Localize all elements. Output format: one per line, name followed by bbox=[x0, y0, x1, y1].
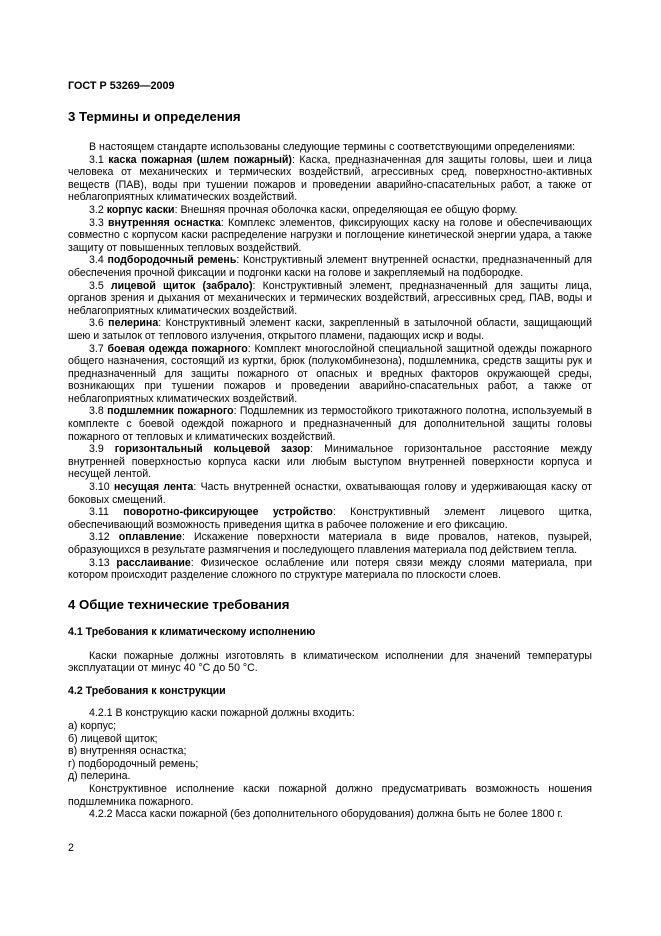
term-definition bbox=[68, 154, 592, 204]
term-text: : Комплекс элементов, фиксирующих каску на голове и обеспечивающих совместно с корпусом каски распределение нагрузки и поглощение кинетической энергии удара, а также защиту от повышенных тепловых воздействий. bbox=[68, 216, 592, 254]
term-definition bbox=[68, 557, 592, 582]
term-number: 3.3 bbox=[89, 216, 104, 229]
term-name: расслаивание bbox=[116, 556, 191, 569]
term-number: 3.6 bbox=[89, 317, 104, 330]
term-number: 3.5 bbox=[89, 279, 104, 292]
term-name: пелерина bbox=[108, 317, 159, 330]
term-text: : Подшлемник из термостойкого трикотажного полотна, используемый в комплекте с боевой одеждой пожарного и предназначенный для дополнительной защиты головы пожарного от тепловых и климатических воздействий. bbox=[68, 405, 592, 443]
term-number: 3.8 bbox=[89, 405, 104, 418]
list-item: в) внутренняя оснастка; bbox=[68, 745, 187, 758]
term-definition bbox=[68, 204, 592, 217]
term-text: : Комплект многослойной специальной защитной одежды пожарного общего назначения, состоящий из куртки, брюк (полукомбинезона), подшлемника, средств защиты рук и предназначенный для защиты пожарного от опасных и вредных факторов окружающей среды, возникающих при тушении пожаров и проведении аварийно-спасательных работ, а также от неблагоприятных климатических воздействий. bbox=[68, 342, 592, 405]
term-number: 3.2 bbox=[89, 203, 104, 216]
subsection-4-1-text: Каски пожарные должны изготовлять в климатическом исполнении для значений температуры эксплуатации от минус 40 °С до 50 °С. bbox=[68, 649, 592, 675]
section-3-intro: В настоящем стандарте использованы следующие термины с соответствующими определениями: bbox=[89, 141, 576, 153]
term-number: 3.11 bbox=[89, 506, 109, 519]
term-definition bbox=[68, 343, 592, 406]
page-number: 2 bbox=[68, 842, 74, 854]
term-text: : Физическое ослабление или потеря связи между слоями материала, при котором происходит разделение сложного по структуре материала по плоскости слоев. bbox=[68, 556, 592, 582]
term-number: 3.13 bbox=[89, 556, 110, 569]
term-text: : Каска, предназначенная для защиты головы, шеи и лица человека от механических и термических воздействий, агрессивных сред, поверхностно-активных веществ (ПАВ), воды при тушении пожаров и проведении аварийно-спасательных работ, а также от неблагоприятных климатических воздействий. bbox=[68, 153, 592, 204]
section-4-title: 4 Общие технические требования bbox=[68, 597, 290, 612]
term-number: 3.9 bbox=[89, 443, 104, 456]
term-name: внутренняя оснастка bbox=[108, 216, 221, 229]
term-name: подшлемник пожарного bbox=[107, 405, 234, 418]
term-definition bbox=[68, 531, 592, 556]
term-definition bbox=[68, 217, 592, 255]
term-number: 3.1 bbox=[89, 153, 104, 166]
term-definition bbox=[68, 481, 592, 506]
term-name: несущая лента bbox=[113, 481, 194, 494]
term-name: горизонтальный кольцевой зазор bbox=[114, 443, 311, 456]
term-definition bbox=[68, 254, 592, 279]
term-definition bbox=[68, 506, 592, 531]
term-definition bbox=[68, 443, 592, 481]
list-item: б) лицевой щиток; bbox=[68, 732, 158, 745]
term-name: подбородочный ремень bbox=[107, 254, 237, 267]
section-3 bbox=[68, 109, 592, 582]
term-number: 3.12 bbox=[89, 531, 110, 544]
terms-list bbox=[68, 154, 592, 582]
term-text: : Внешняя прочная оболочка каски, определяющая ее общую форму. bbox=[174, 203, 518, 216]
section-4 bbox=[68, 597, 592, 821]
subsection-4-2-2: 4.2.2 Масса каски пожарной (без дополнительного оборудования) должна быть не более 1800 г. bbox=[89, 808, 563, 821]
term-name: боевая одежда пожарного bbox=[107, 342, 248, 355]
subsection-4-2-1: 4.2.1 В конструкцию каски пожарной должны входить: bbox=[89, 707, 355, 720]
term-text: : Конструктивный элемент внутренней оснастки, предназначенный для обеспечения прочной фиксации и подгонки каски на голове и закрепляемый на подбородке. bbox=[68, 254, 593, 279]
term-number: 3.10 bbox=[89, 481, 110, 494]
term-definition bbox=[68, 280, 592, 318]
term-text: : Искажение поверхности материала в виде провалов, натеков, пузырей, образующихся в результате размягчения и последующего плавления материала под действием тепла. bbox=[68, 531, 592, 556]
term-text: : Конструктивный элемент, предназначенный для защиты лица, органов зрения и дыхания от механических и термических воздействий, агрессивных сред, ПАВ, воды и неблагоприятных климатических воздействий. bbox=[68, 279, 592, 317]
term-definition bbox=[68, 405, 592, 443]
term-name: каска пожарная (шлем пожарный) bbox=[108, 153, 292, 166]
list-item: а) корпус; bbox=[68, 719, 117, 732]
term-name: поворотно-фиксирующее устройство bbox=[123, 506, 333, 519]
term-number: 3.7 bbox=[89, 342, 104, 355]
term-name: лицевой щиток (забрало) bbox=[110, 279, 253, 292]
term-name: оплавление bbox=[118, 531, 182, 544]
list-item: д) пелерина. bbox=[68, 770, 131, 783]
term-name: корпус каски bbox=[106, 203, 175, 216]
term-definition bbox=[68, 317, 592, 342]
document-code: ГОСТ Р 53269—2009 bbox=[68, 80, 175, 92]
term-text: : Минимальное горизонтальное расстояние между внутренней поверхностью корпуса каски или любым выступом внутренней поверхности корпуса и несущей лентой. bbox=[68, 443, 592, 481]
term-text: : Конструктивный элемент лицевого щитка, обеспечивающий возможность приведения щитка в рабочее положение и его фиксацию. bbox=[68, 506, 592, 531]
list-item: г) подбородочный ремень; bbox=[68, 757, 199, 770]
term-number: 3.4 bbox=[89, 254, 104, 267]
subsection-4-2-note: Конструктивное исполнение каски пожарной должно предусматривать возможность ношения подшлемника пожарного. bbox=[68, 782, 592, 808]
section-3-title: 3 Термины и определения bbox=[68, 109, 241, 124]
subsection-4-1-title: 4.1 Требования к климатическому исполнению bbox=[68, 626, 316, 638]
term-text: : Часть внутренней оснастки, охватывающая голову и удерживающая каску от боковых смещений. bbox=[68, 481, 592, 506]
term-text: : Конструктивный элемент каски, закрепленный в затылочной области, защищающий шею и затылок от теплового излучения, открытого пламени, падающих искр и воды. bbox=[68, 317, 592, 342]
subsection-4-2-title: 4.2 Требования к конструкции bbox=[68, 684, 226, 697]
